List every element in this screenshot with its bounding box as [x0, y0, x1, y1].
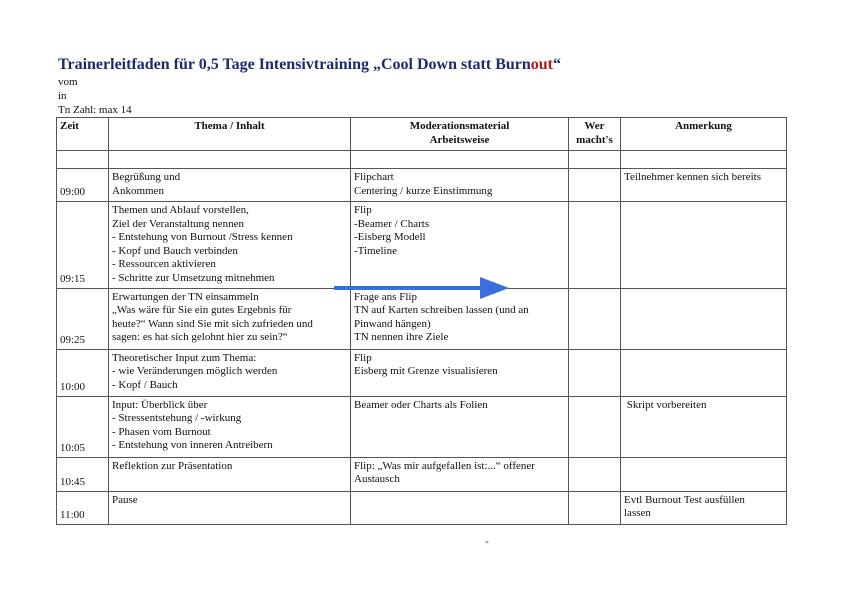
header-zeit: Zeit	[57, 118, 109, 151]
row-wer	[569, 457, 621, 491]
row-thema-line: - Schritte zur Umsetzung mitnehmen	[112, 271, 275, 284]
row-time: 09:00	[57, 169, 109, 202]
header-wer: Wer macht's	[569, 118, 621, 151]
row-material-line: Flipchart	[354, 171, 394, 183]
row-material	[351, 396, 569, 457]
row-material-line: TN auf Karten schreiben lassen (und an	[354, 304, 529, 317]
row-material	[351, 349, 569, 396]
row-thema-line: Themen und Ablauf vorstellen,	[112, 204, 249, 216]
row-material-line: Centering / kurze Einstimmung	[354, 184, 493, 197]
row-material-line: Flip	[354, 204, 372, 216]
row-anmerkung-line: Skript vorbereiten	[624, 398, 707, 411]
row-time: 11:00	[57, 491, 109, 524]
row-thema-line: Begrüßung und	[112, 171, 181, 183]
row-thema-line: - Kopf / Bauch	[112, 378, 178, 391]
row-material-line: -Timeline	[354, 244, 397, 257]
row-wer	[569, 202, 621, 289]
row-time: 10:45	[57, 457, 109, 491]
row-material-line: Eisberg mit Grenze visualisieren	[354, 365, 498, 378]
meta-location: in	[58, 90, 67, 102]
footer-mark: *	[485, 539, 489, 548]
row-anmerkung	[621, 349, 787, 396]
guide-table	[56, 117, 787, 525]
row-thema-line: „Was wäre für Sie ein gutes Ergebnis für	[112, 304, 292, 317]
table-row	[57, 349, 787, 396]
row-material-line: Frage ans Flip	[354, 290, 417, 303]
row-anmerkung-line: lassen	[624, 507, 651, 520]
row-anmerkung	[621, 288, 787, 349]
row-time: 10:05	[57, 396, 109, 457]
row-thema	[109, 169, 351, 202]
row-time: 10:00	[57, 349, 109, 396]
row-thema	[109, 491, 351, 524]
row-thema-line: sagen: es hat sich gelohnt hier zu sein?“	[112, 331, 288, 344]
title-accent: out	[530, 56, 553, 73]
row-wer	[569, 349, 621, 396]
row-wer	[569, 288, 621, 349]
row-material-line: Flip: „Was mir aufgefallen ist:...“ offener	[354, 459, 535, 472]
meta-date: vom	[58, 76, 78, 88]
table-row	[57, 491, 787, 524]
row-time: 09:15	[57, 202, 109, 289]
header-anmerkung: Anmerkung	[621, 118, 787, 151]
row-thema-line: - Entstehung von Burnout /Stress kennen	[112, 231, 293, 244]
row-anmerkung	[621, 396, 787, 457]
row-thema	[109, 396, 351, 457]
row-thema	[109, 202, 351, 289]
row-anmerkung	[621, 457, 787, 491]
row-anmerkung-line: Evtl Burnout Test ausfüllen	[624, 493, 745, 506]
row-wer	[569, 169, 621, 202]
row-material-line: Austausch	[354, 473, 400, 486]
header-moderation: Moderationsmaterial Arbeitsweise	[351, 118, 569, 151]
row-thema-line: Erwartungen der TN einsammeln	[112, 290, 259, 303]
row-anmerkung	[621, 169, 787, 202]
row-thema-line: Pause	[112, 493, 138, 506]
row-thema-line: Reflektion zur Präsentation	[112, 459, 233, 472]
row-thema-line: - Phasen vom Burnout	[112, 425, 211, 438]
row-anmerkung	[621, 202, 787, 289]
row-thema	[109, 288, 351, 349]
row-thema-line: - Entstehung von inneren Antreibern	[112, 439, 273, 452]
row-material	[351, 491, 569, 524]
row-thema	[109, 457, 351, 491]
row-thema-line: Input: Überblick über	[112, 398, 208, 411]
row-thema-line: - wie Veränderungen möglich werden	[112, 365, 278, 378]
row-anmerkung-line: Teilnehmer kennen sich bereits	[624, 171, 761, 183]
row-thema-line: - Ressourcen aktivieren	[112, 258, 216, 271]
table-header-row	[57, 118, 787, 151]
row-material-line: Beamer oder Charts als Folien	[354, 398, 488, 411]
document-title: Trainerleitfaden für 0,5 Tage Intensivtraining „Cool Down statt Burnout“	[58, 56, 561, 73]
row-thema-line: heute?“ Wann sind Sie mit sich zufrieden und	[112, 317, 313, 330]
row-thema-line: Ankommen	[112, 184, 164, 197]
row-material-line: Flip	[354, 351, 372, 364]
row-material-line: -Eisberg Modell	[354, 231, 426, 244]
row-material-line: TN nennen ihre Ziele	[354, 331, 449, 344]
row-time: 09:25	[57, 288, 109, 349]
meta-participants: Tn Zahl: max 14	[58, 104, 132, 116]
table-row	[57, 457, 787, 491]
row-wer	[569, 491, 621, 524]
table-row	[57, 169, 787, 202]
blue-arrow-annotation	[334, 276, 509, 300]
row-wer	[569, 396, 621, 457]
table-row	[57, 396, 787, 457]
row-thema-line: Ziel der Veranstaltung nennen	[112, 217, 245, 230]
row-thema-line: - Kopf und Bauch verbinden	[112, 244, 238, 257]
row-material	[351, 457, 569, 491]
row-material-line: -Beamer / Charts	[354, 217, 430, 230]
row-material-line: Pinwand hängen)	[354, 317, 431, 330]
row-thema	[109, 349, 351, 396]
row-material	[351, 169, 569, 202]
table-row-empty	[57, 151, 787, 169]
row-thema-line: Theoretischer Input zum Thema:	[112, 351, 257, 364]
header-thema: Thema / Inhalt	[109, 118, 351, 151]
row-thema-line: - Stressentstehung / -wirkung	[112, 412, 242, 425]
row-anmerkung	[621, 491, 787, 524]
